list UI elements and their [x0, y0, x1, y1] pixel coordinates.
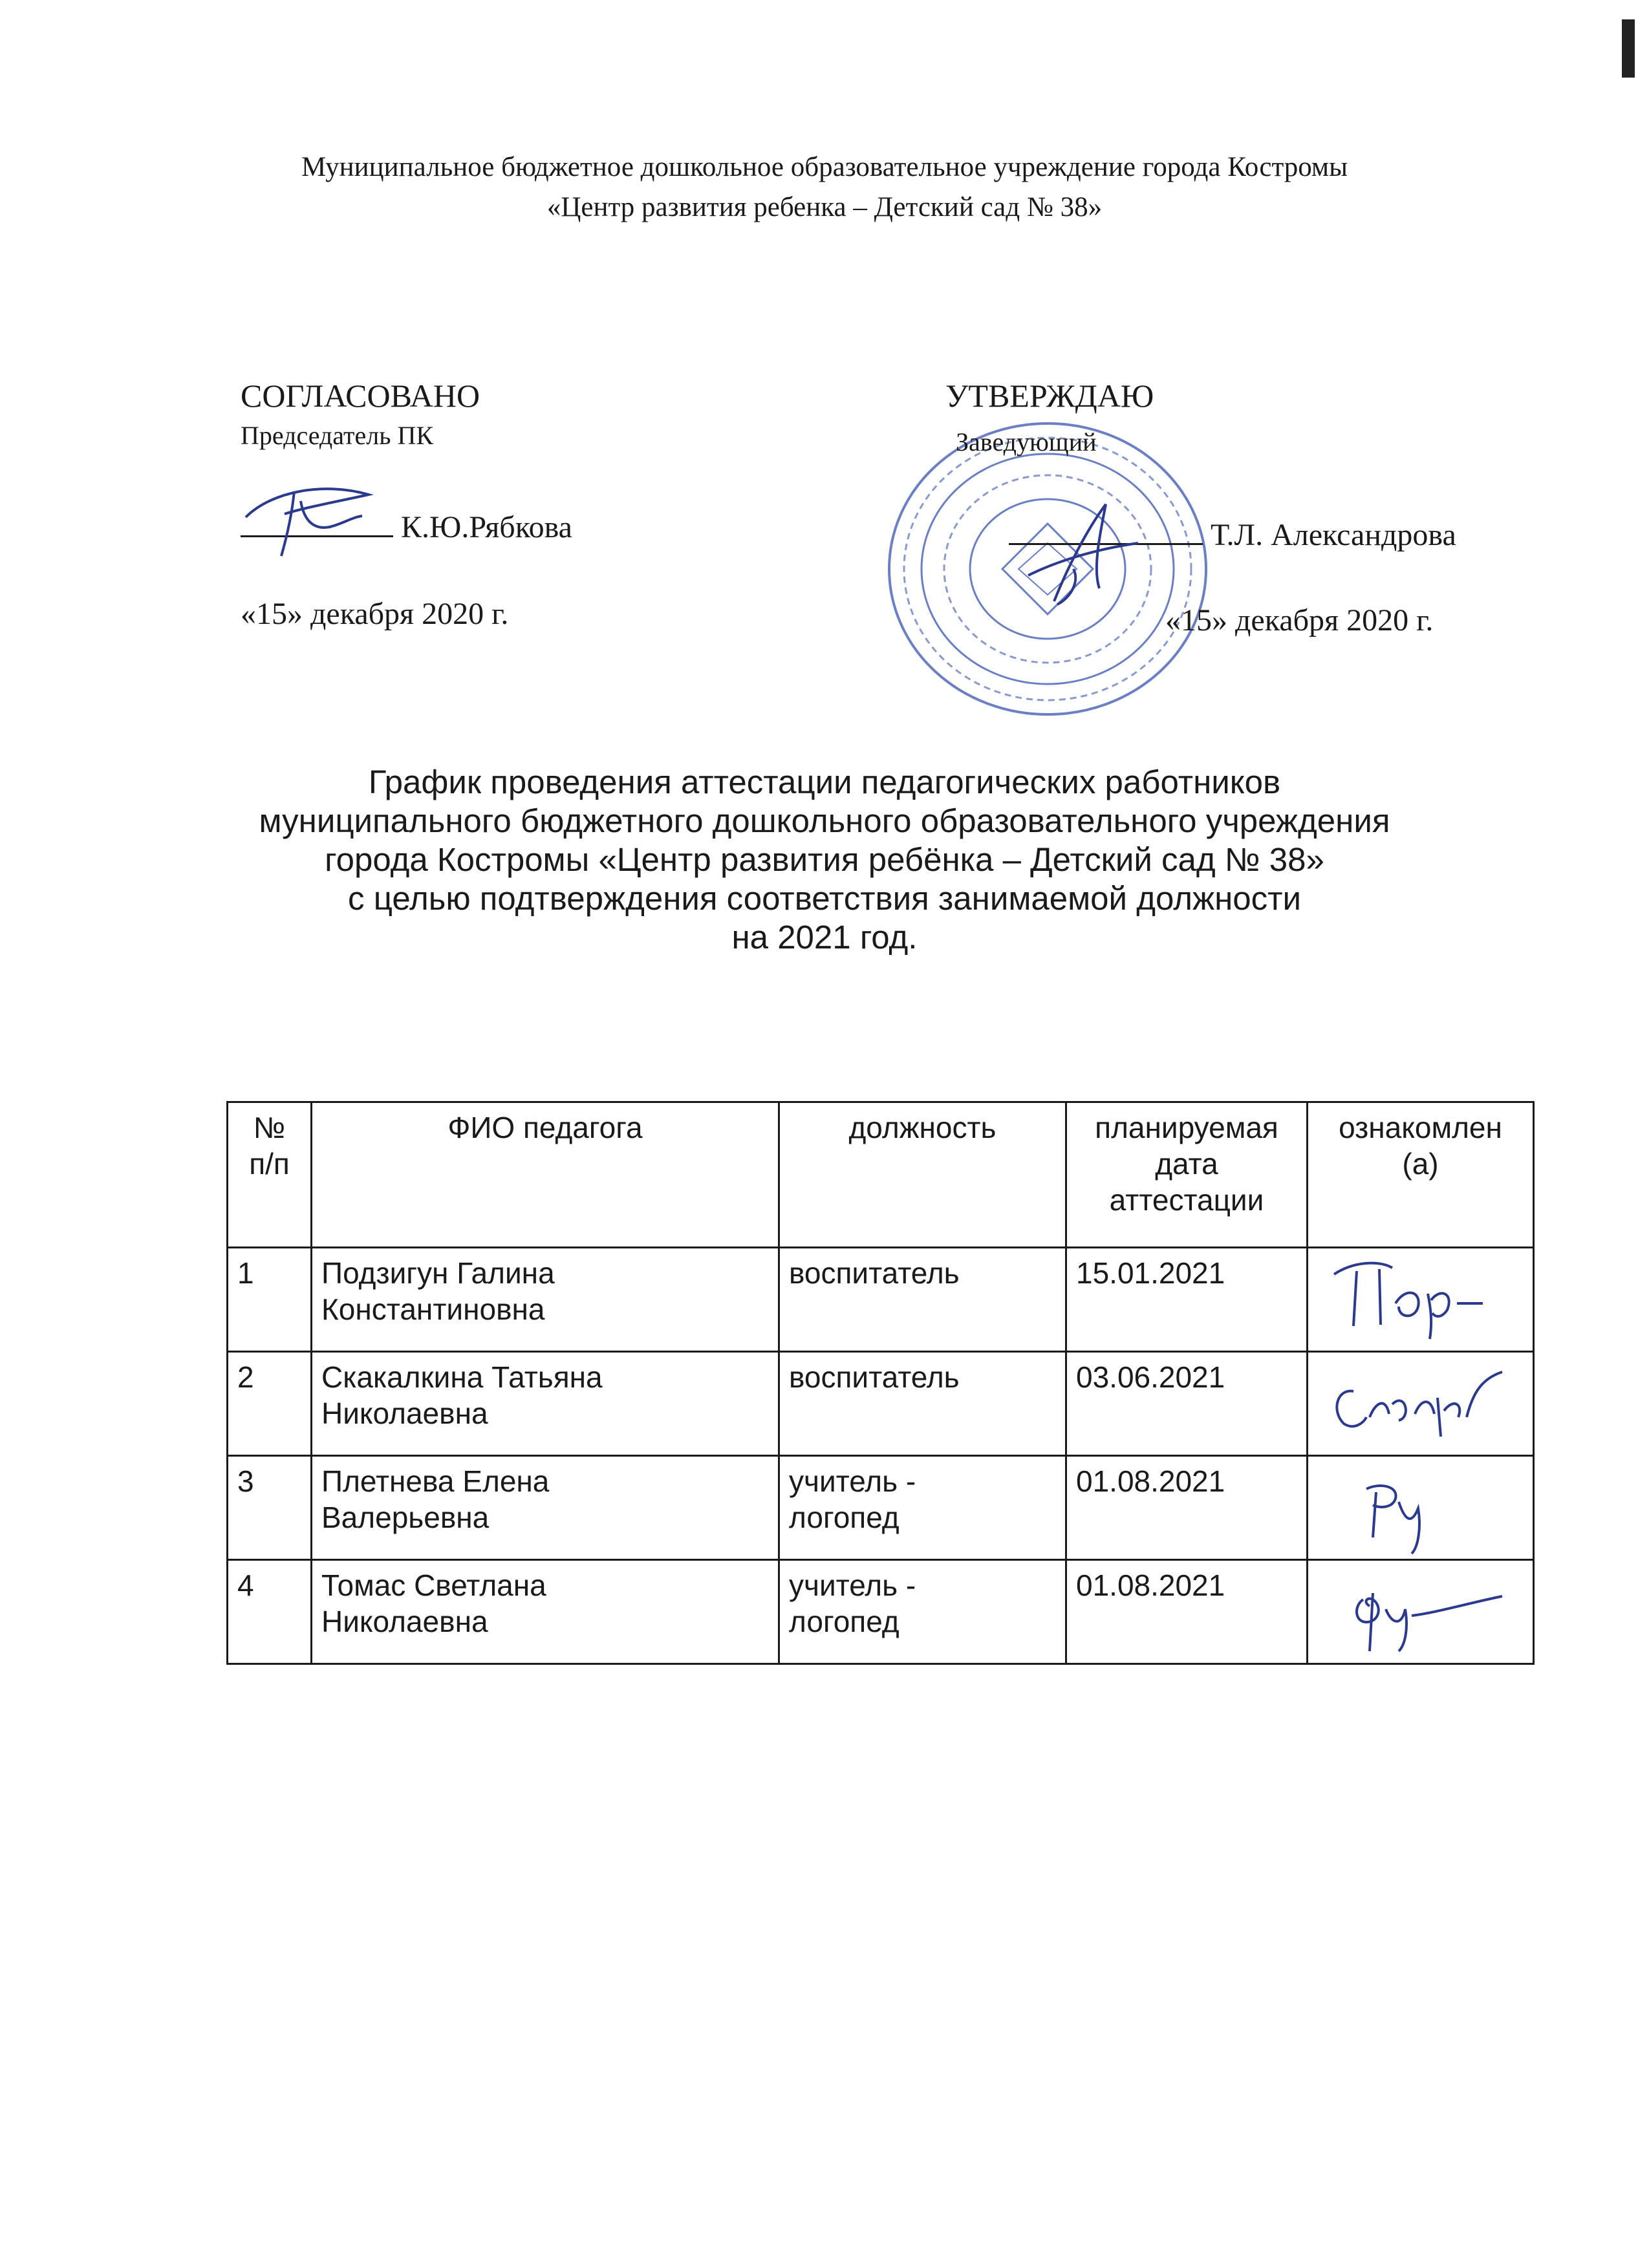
row-date: 01.08.2021 — [1066, 1560, 1308, 1664]
row-name — [312, 1248, 779, 1352]
table-header-row — [228, 1102, 1534, 1248]
row-signature-image — [1308, 1561, 1532, 1663]
row-signature — [1308, 1352, 1534, 1456]
table-row — [228, 1352, 1534, 1456]
row-name-line2: Константиновна — [321, 1292, 545, 1326]
row-date: 15.01.2021 — [1066, 1248, 1308, 1352]
row-name-line1: Скакалкина Татьяна — [321, 1360, 603, 1394]
row-position — [779, 1560, 1066, 1664]
approved-position: Заведующий — [956, 427, 1097, 456]
header-acknowledged — [1308, 1102, 1534, 1248]
organization-header — [0, 147, 1649, 228]
row-name-line1: Томас Светлана — [321, 1568, 546, 1602]
header-ack-line1: ознакомлен — [1339, 1111, 1502, 1144]
header-name: ФИО педагога — [312, 1102, 779, 1248]
title-line-3: города Костромы «Центр развития ребёнка – Детский сад № 38» — [325, 841, 1324, 878]
row-number: 2 — [228, 1352, 312, 1456]
document-title — [0, 763, 1649, 957]
row-number: 3 — [228, 1456, 312, 1560]
agreed-position: Председатель ПК — [241, 421, 434, 450]
scan-edge-mark — [1622, 19, 1635, 78]
approved-date: «15» декабря 2020 г. — [1165, 603, 1434, 637]
header-number-line1: № — [253, 1111, 286, 1144]
agreed-name: К.Ю.Рябкова — [401, 510, 572, 544]
row-name-line2: Николаевна — [321, 1396, 488, 1430]
approved-name: Т.Л. Александрова — [1211, 518, 1456, 552]
row-signature — [1308, 1248, 1534, 1352]
agreed-date: «15» декабря 2020 г. — [241, 597, 509, 631]
row-name-line2: Николаевна — [321, 1605, 488, 1638]
organization-name: Муниципальное бюджетное дошкольное образовательное учреждение города Костромы — [301, 152, 1348, 182]
row-position — [779, 1248, 1066, 1352]
row-date: 03.06.2021 — [1066, 1352, 1308, 1456]
header-number — [228, 1102, 312, 1248]
table-row — [228, 1248, 1534, 1352]
table-row — [228, 1456, 1534, 1560]
row-signature-image — [1308, 1457, 1532, 1559]
row-position — [779, 1352, 1066, 1456]
title-line-1: График проведения аттестации педагогических работников — [368, 764, 1281, 800]
row-signature — [1308, 1456, 1534, 1560]
table-row — [228, 1560, 1534, 1664]
header-position: должность — [779, 1102, 1066, 1248]
row-position-line1: воспитатель — [789, 1360, 960, 1394]
row-name — [312, 1456, 779, 1560]
header-date-line1: планируемая — [1095, 1111, 1278, 1144]
header-date-line3: аттестации — [1109, 1183, 1264, 1217]
row-position-line2: логопед — [789, 1605, 900, 1638]
row-position — [779, 1456, 1066, 1560]
row-signature-image — [1308, 1353, 1532, 1455]
approved-title: УТВЕРЖДАЮ — [945, 378, 1154, 414]
row-number: 1 — [228, 1248, 312, 1352]
approved-signature-image — [1009, 491, 1151, 621]
row-position-line1: воспитатель — [789, 1256, 960, 1290]
row-name-line1: Плетнева Елена — [321, 1464, 550, 1498]
title-line-2: муниципального бюджетного дошкольного образовательного учреждения — [259, 802, 1390, 839]
row-signature — [1308, 1560, 1534, 1664]
organization-subtitle: «Центр развития ребенка – Детский сад № 38» — [546, 192, 1103, 222]
row-number: 4 — [228, 1560, 312, 1664]
row-signature-image — [1308, 1248, 1532, 1351]
row-date: 01.08.2021 — [1066, 1456, 1308, 1560]
row-position-line1: учитель - — [789, 1568, 916, 1602]
title-line-5: на 2021 год. — [731, 919, 918, 956]
header-date-line2: дата — [1155, 1147, 1218, 1181]
header-ack-line2: (а) — [1402, 1147, 1439, 1181]
attestation-schedule-table — [226, 1101, 1535, 1665]
row-name-line1: Подзигун Галина — [321, 1256, 555, 1290]
row-name — [312, 1352, 779, 1456]
row-name-line2: Валерьевна — [321, 1501, 490, 1534]
header-date — [1066, 1102, 1308, 1248]
header-number-line2: п/п — [249, 1147, 290, 1181]
row-position-line2: логопед — [789, 1501, 900, 1534]
agreed-title: СОГЛАСОВАНО — [241, 378, 480, 414]
title-line-4: с целью подтверждения соответствия занимаемой должности — [348, 880, 1301, 917]
row-position-line1: учитель - — [789, 1464, 916, 1498]
agreed-signature-image — [233, 472, 401, 562]
row-name — [312, 1560, 779, 1664]
